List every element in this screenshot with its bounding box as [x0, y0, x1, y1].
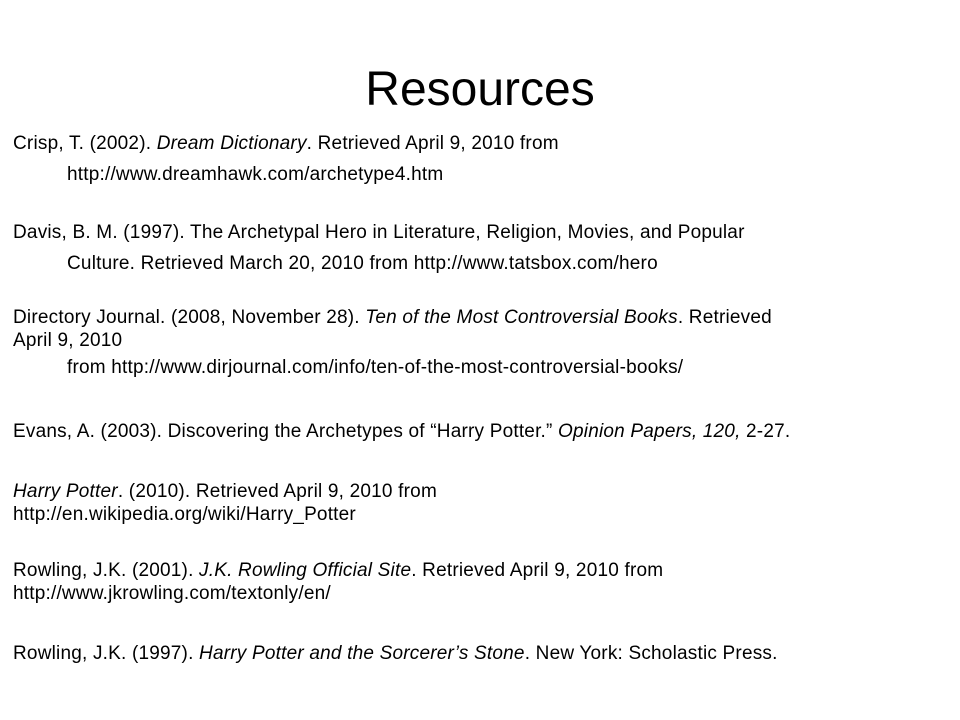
- reference-list: [13, 128, 945, 669]
- reference-evans: [13, 416, 945, 447]
- reference-url: http://en.wikipedia.org/wiki/Harry_Potter: [13, 504, 356, 525]
- reference-spacer: [13, 605, 945, 638]
- reference-davis: [13, 217, 945, 279]
- reference-line: Crisp, T. (2002). Dream Dictionary. Retrieved April 9, 2010 from: [13, 133, 559, 154]
- reference-line: Rowling, J.K. (1997). Harry Potter and the Sorcerer’s Stone. New York: Scholastic Press.: [13, 643, 778, 664]
- reference-line-wrap: April 9, 2010: [13, 330, 123, 351]
- reference-url: http://www.jkrowling.com/textonly/en/: [13, 583, 331, 604]
- reference-rowling-book: [13, 638, 945, 669]
- slide-title: Resources: [365, 63, 595, 116]
- reference-line: Harry Potter. (2010). Retrieved April 9, 2010 from: [13, 481, 437, 502]
- reference-line: Directory Journal. (2008, November 28). Ten of the Most Controversial Books. Retrieved: [13, 307, 772, 328]
- reference-directory-journal: [13, 306, 945, 383]
- reference-spacer: [13, 447, 945, 480]
- reference-spacer: [13, 279, 945, 306]
- reference-spacer: [13, 190, 945, 217]
- reference-spacer: [13, 383, 945, 416]
- reference-line: Evans, A. (2003). Discovering the Archetypes of “Harry Potter.” Opinion Papers, 120, 2-27.: [13, 421, 791, 442]
- reference-line: Rowling, J.K. (2001). J.K. Rowling Official Site. Retrieved April 9, 2010 from: [13, 560, 664, 581]
- reference-line-continued: Culture. Retrieved March 20, 2010 from http://www.tatsbox.com/hero: [67, 253, 658, 274]
- reference-line: Davis, B. M. (1997). The Archetypal Hero in Literature, Religion, Movies, and Popular: [13, 222, 745, 243]
- reference-harry-potter-wiki: [13, 480, 945, 526]
- reference-url: http://www.dreamhawk.com/archetype4.htm: [67, 164, 444, 185]
- reference-rowling-site: [13, 559, 945, 605]
- reference-crisp: [13, 128, 945, 190]
- reference-spacer: [13, 526, 945, 559]
- reference-url: from http://www.dirjournal.com/info/ten-of-the-most-controversial-books/: [67, 357, 684, 378]
